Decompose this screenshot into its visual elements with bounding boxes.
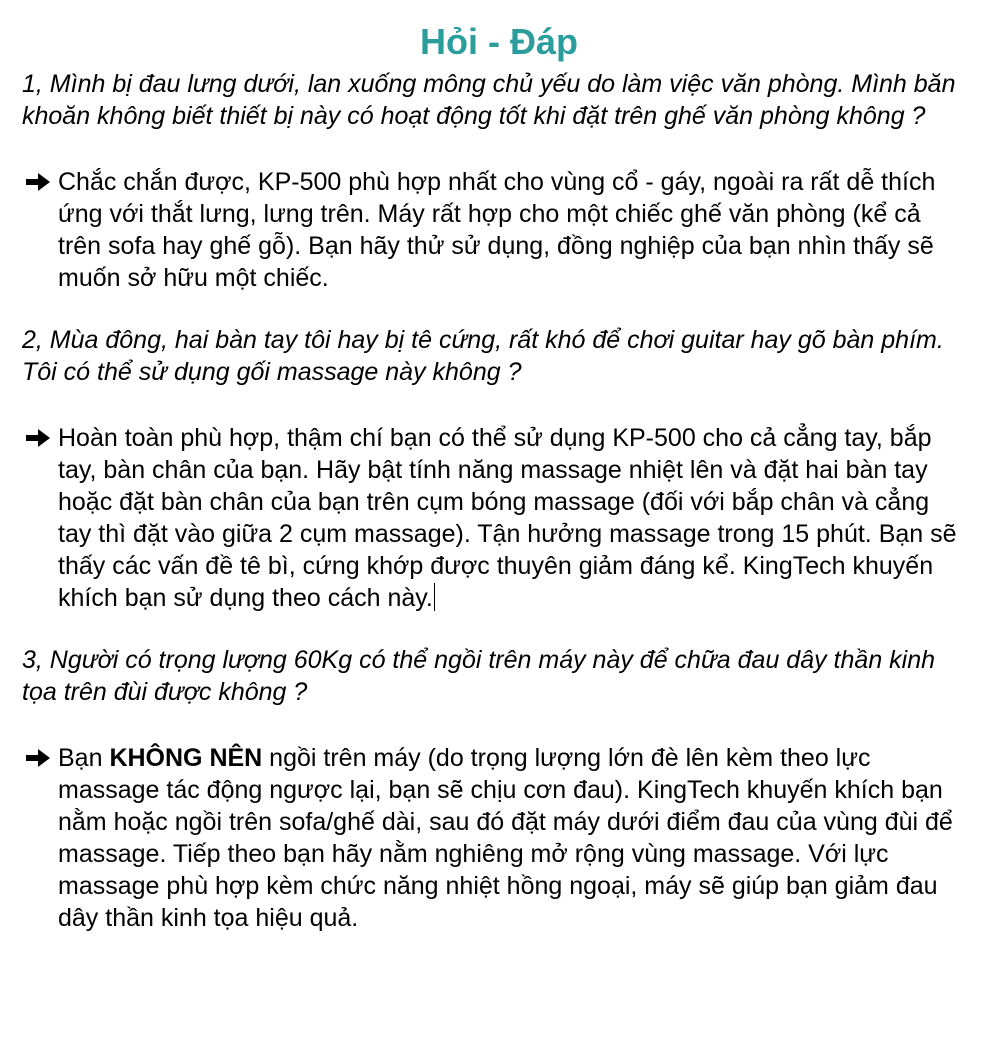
answer-1	[22, 166, 958, 294]
question-1: 1, Mình bị đau lưng dưới, lan xuống mông chủ yếu do làm việc văn phòng. Mình băn khoăn không biết thiết bị này có hoạt động tốt khi đặt trên ghế văn phòng không ?	[22, 70, 956, 130]
question-2: 2, Mùa đông, hai bàn tay tôi hay bị tê cứng, rất khó để chơi guitar hay gõ bàn phím. Tôi có thể sử dụng gối massage này không ?	[22, 326, 944, 386]
text-cursor	[434, 583, 435, 611]
answer-3-prefix: Bạn	[58, 744, 110, 772]
arrow-right-icon	[24, 426, 52, 450]
arrow-right-icon	[24, 170, 52, 194]
answer-3-emphasis: KHÔNG NÊN	[109, 744, 263, 772]
answer-2	[22, 422, 958, 614]
arrow-right-icon	[24, 746, 52, 770]
answer-3-suffix: ngồi trên máy (do trọng lượng lớn đè lên kèm theo lực massage tác động ngược lại, bạn sẽ chịu cơn đau). KingTech khuyến khích bạn nằm hoặc ngồi trên sofa/ghế dài, sau đó đặt máy dưới điểm đau của vùng đùi để massage. Tiếp theo bạn hãy nằm nghiêng mở rộng vùng massage. Với lực massage phù hợp kèm chức năng nhiệt hồng ngoại, máy sẽ giúp bạn giảm đau dây thần kinh tọa hiệu quả.	[58, 744, 953, 932]
answer-2-text: Hoàn toàn phù hợp, thậm chí bạn có thể sử dụng KP-500 cho cả cẳng tay, bắp tay, bàn chân của bạn. Hãy bật tính năng massage nhiệt lên và đặt hai bàn tay hoặc đặt bàn chân của bạn trên cụm bóng massage (đối với bắp chân và cẳng tay thì đặt vào giữa 2 cụm massage). Tận hưởng massage trong 15 phút. Bạn sẽ thấy các vấn đề tê bì, cứng khớp được thuyên giảm đáng kể. KingTech khuyến khích bạn sử dụng theo cách này.	[58, 424, 957, 612]
question-3: 3, Người có trọng lượng 60Kg có thể ngồi trên máy này để chữa đau dây thần kinh tọa trên đùi được không ?	[22, 646, 936, 706]
page-title: Hỏi - Đáp	[420, 21, 578, 62]
answer-3	[22, 742, 958, 934]
answer-1-text: Chắc chắn được, KP-500 phù hợp nhất cho vùng cổ - gáy, ngoài ra rất dễ thích ứng với thắt lưng, lưng trên. Máy rất hợp cho một chiếc ghế văn phòng (kể cả trên sofa hay ghế gỗ). Bạn hãy thử sử dụng, đồng nghiệp của bạn nhìn thấy sẽ muốn sở hữu một chiếc.	[58, 168, 936, 292]
